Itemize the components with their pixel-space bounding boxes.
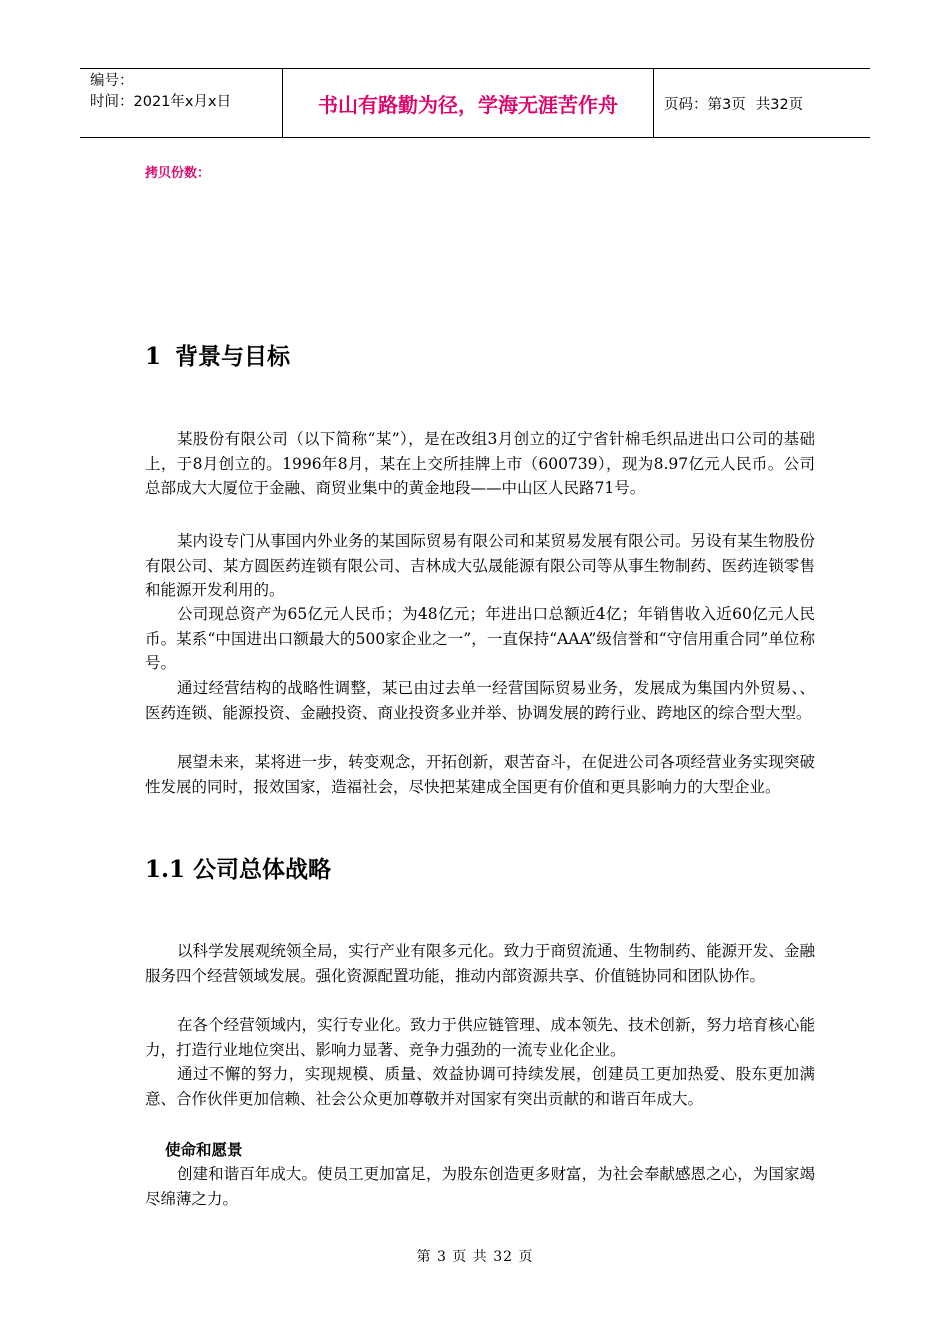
section-heading-1 xyxy=(145,342,290,372)
paragraph-specialization: 在各个经营领域内，实行专业化。致力于供应链管理、成本领先、技术创新，努力培育核心能力，打造行业地位突出、影响力显著、竞争力强劲的一流专业化企业。 xyxy=(145,1016,815,1059)
section-title: 1.1 公司总体战略 xyxy=(145,856,332,883)
document-number-label: 编号： xyxy=(90,73,134,89)
paragraph-sustainability: 通过不懈的努力，实现规模、质量、效益协调可持续发展，创建员工更加热爱、股东更加满意、合作伙伴更加信赖、社会公众更加尊敬并对国家有突出贡献的和谐百年成大。 xyxy=(145,1065,815,1108)
section-title: 背景与目标 xyxy=(175,343,291,370)
subheading-mission: 使命和愿景 xyxy=(165,1141,243,1159)
total-pages-label: 共32页 xyxy=(755,96,804,113)
header-meta xyxy=(80,69,282,137)
section-number: 1 xyxy=(145,343,162,370)
paragraph-company-intro: 某股份有限公司（以下简称“某”），是在改组3月创立的辽宁省针棉毛织品进出口公司的基础上，于8月创立的。1996年8月，某在上交所挂牌上市（600739），现为8.97亿元人民币。公司总部成大大厦位于金融、商贸业集中的黄金地段——中山区人民路71号。 xyxy=(145,430,815,497)
paragraph-assets: 公司现总资产为65亿元人民币；为48亿元；年进出口总额近4亿；年销售收入近60亿元人民币。某系“中国进出口额最大的500家企业之一”，一直保持“AAA”级信誉和“守信用重合同”单位称号。 xyxy=(145,605,815,672)
document-date-label: 时间：2021年x月x日 xyxy=(90,94,232,110)
page-number-label: 页码：第3页 xyxy=(664,96,746,113)
page-footer: 第 3 页 共 32 页 xyxy=(416,1249,534,1265)
paragraph-restructuring: 通过经营结构的战略性调整，某已由过去单一经营国际贸易业务，发展成为集国内外贸易、、医药连锁、能源投资、金融投资、商业投资多业并举、协调发展的跨行业、跨地区的综合型大型。 xyxy=(145,679,815,722)
paragraph-subsidiaries: 某内设专门从事国内外业务的某国际贸易有限公司和某贸易发展有限公司。另设有某生物股份有限公司、某方圆医药连锁有限公司、吉林成大弘晟能源有限公司等从事生物制药、医药连锁零售和能源开发利用的。 xyxy=(145,532,815,599)
copy-count-label: 拷贝份数： xyxy=(145,166,211,181)
section-heading-1-1 xyxy=(145,855,331,885)
motto-text: 书山有路勤为径，学海无涯苦作舟 xyxy=(318,92,618,117)
paragraph-mission: 创建和谐百年成大。使员工更加富足，为股东创造更多财富，为社会奉献感恩之心，为国家竭尽绵薄之力。 xyxy=(145,1165,815,1208)
page-header xyxy=(80,68,870,138)
header-page-info xyxy=(654,69,870,137)
paragraph-outlook: 展望未来，某将进一步，转变观念，开拓创新，艰苦奋斗，在促进公司各项经营业务实现突破性发展的同时，报效国家，造福社会，尽快把某建成全国更有价值和更具影响力的大型企业。 xyxy=(145,753,815,796)
header-motto xyxy=(282,69,654,137)
paragraph-strategy-overview: 以科学发展观统领全局，实行产业有限多元化。致力于商贸流通、生物制药、能源开发、金融服务四个经营领域发展。强化资源配置功能，推动内部资源共享、价值链协同和团队协作。 xyxy=(145,942,815,985)
